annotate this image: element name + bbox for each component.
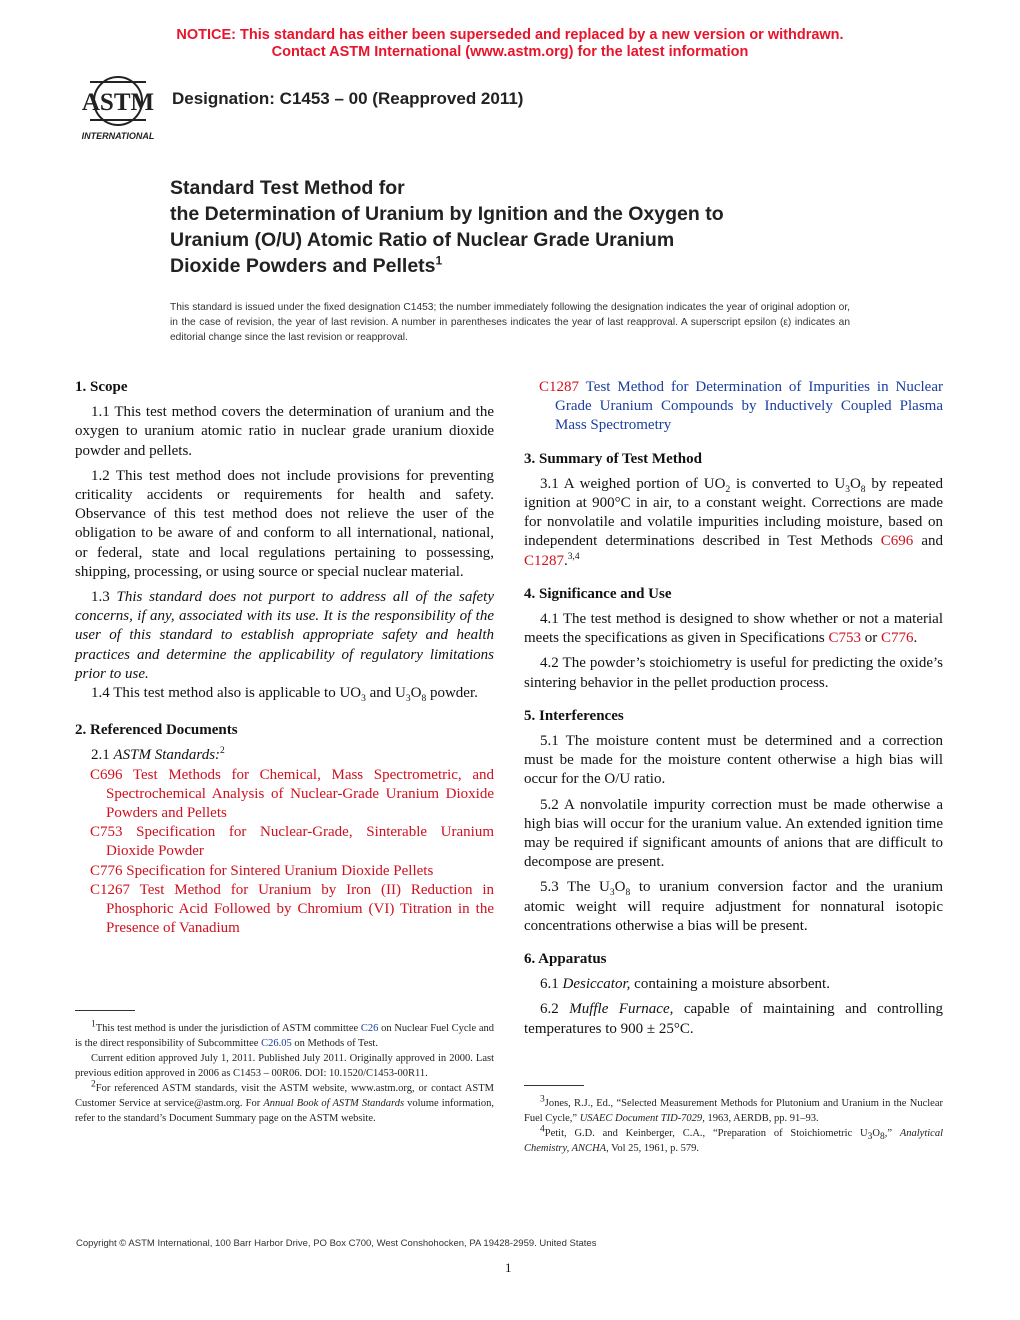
footnote-1-edition: Current edition approved July 1, 2011. Published July 2011. Originally approved in 2000. Last previous edition approved in 2006 as C1453 – 00R06. DOI: 10.1520/C1453-00R11. — [75, 1053, 494, 1079]
significance-4-2: 4.2 The powder’s stoichiometry is useful for predicting the oxide’s sintering behavior in the pellet production process. — [524, 655, 943, 691]
footnote-4-sub1: 3 — [867, 1132, 873, 1143]
copyright: Copyright © ASTM International, 100 Barr Harbor Drive, PO Box C700, West Conshohocken, PA 19428-2959. United States — [76, 1238, 597, 1249]
footnote-4-c: ,” — [884, 1128, 900, 1139]
summary-heading: 3. Summary of Test Method — [524, 450, 702, 467]
reference-c753[interactable] — [90, 823, 494, 861]
apparatus-6-2 — [524, 1000, 943, 1038]
summary-ref-c696[interactable]: C696 — [880, 533, 914, 550]
apparatus-6-1-text: containing a moisture absorbent. — [630, 976, 830, 993]
summary-sub3: 8 — [860, 484, 866, 495]
title-line-3: Uranium (O/U) Atomic Ratio of Nuclear Grade Uranium — [170, 229, 675, 251]
summary-a: 3.1 A weighed portion of UO — [540, 475, 726, 492]
summary-b: is converted to U — [730, 475, 846, 492]
interferences-5-3-a: 5.3 The U — [540, 879, 610, 896]
significance-heading: 4. Significance and Use — [524, 585, 672, 602]
footnote-4-ital: Analytical Chemistry, ANCHA — [524, 1128, 943, 1154]
interferences-5-3-c: to uranium conversion factor and the uranium atomic weight will require adjustment for nonnatural isotopic concentrations otherwise a bias will be present. — [524, 879, 943, 934]
scope-1-4-sub2: 3 — [405, 694, 411, 705]
interferences-heading: 5. Interferences — [524, 707, 624, 724]
footnote-1-b: on Nuclear Fuel Cycle and is the direct responsibility of Subcommittee — [75, 1023, 495, 1049]
apparatus-6-1 — [524, 975, 943, 994]
right-column — [524, 378, 943, 1039]
page-number: 1 — [505, 1260, 512, 1275]
reference-code[interactable]: C1267 — [90, 881, 131, 898]
intro-note: This standard is issued under the fixed designation C1453; the number immediately following the designation indicates the year of original adoption or, in the case of revision, the year of last revision. A number in parentheses indicates the year of last reapproval. A superscript epsilon (ε) indicates an editorial change since the last revision or reapproval. — [170, 302, 850, 343]
summary-c: O — [849, 475, 861, 492]
scope-1-3-text: This standard does not purport to address all of the safety concerns, if any, associated with its use. It is the responsibility of the user of this standard to establish appropriate safety and health practices and determine the applicability of regulatory limitations prior to use. — [75, 589, 495, 682]
footnote-3 — [524, 1096, 943, 1126]
scope-heading: 1. Scope — [75, 379, 128, 395]
footnote-1-a: This test method is under the jurisdiction of ASTM committee — [95, 1023, 361, 1034]
scope-1-2: 1.2 This test method does not include provisions for preventing criticality accidents or requirements for health and safety. Observance of this test method does not relieve the user of the obligation to be aware of and conform to all international, national, or federal, state and local regulations pertaining to possessing, shipping, processing, or using source or special nuclear material. — [75, 467, 494, 580]
referenced-heading: 2. Referenced Documents — [75, 722, 238, 739]
footnote-3-a: Jones, R.J., Ed., “Selected Measurement Methods for Plutonium and Uranium in the Nuclear Fuel Cycle,” — [524, 1098, 943, 1124]
reference-code[interactable]: C776 — [90, 862, 123, 879]
apparatus-6-2-label: Muffle Furnace, — [569, 1001, 674, 1018]
reference-c696[interactable] — [90, 766, 494, 824]
apparatus-6-1-label: Desiccator, — [562, 976, 631, 993]
summary-footnote-mark: 3,4 — [567, 551, 580, 562]
committee-link[interactable]: C26 — [360, 1023, 379, 1034]
footnote-1 — [75, 1021, 494, 1051]
reference-c1267[interactable] — [90, 881, 494, 939]
summary-e: and — [913, 533, 943, 550]
significance-c: . — [913, 630, 918, 647]
scope-1-4-a: 1.4 This test method also is applicable to UO — [91, 685, 362, 702]
footnote-4-d: , Vol 25, 1961, p. 579. — [606, 1143, 700, 1154]
apparatus-heading: 6. Apparatus — [524, 951, 607, 968]
footnote-2 — [75, 1081, 494, 1126]
title-line-2: the Determination of Uranium by Ignition and the Oxygen to — [170, 203, 724, 225]
reference-title[interactable]: Test Method for Determination of Impurities in Nuclear Grade Uranium Compounds by Inductively Coupled Plasma Mass Spectrometry — [555, 379, 943, 434]
interferences-5-1: 5.1 The moisture content must be determined and a correction must be made for the moisture content otherwise a high bias will occur for the O/U ratio. — [524, 733, 943, 788]
interferences-5-3-sub1: 3 — [609, 888, 615, 899]
summary-sub1: 2 — [725, 484, 731, 495]
scope-1-4-b: and U — [365, 685, 406, 702]
scope-1-3-num: 1.3 — [91, 589, 110, 606]
footnote-1-mark: 1 — [91, 1019, 96, 1030]
logo-text: ASTM — [81, 89, 155, 116]
scope-1-4-sub3: 8 — [421, 694, 427, 705]
footnotes-left — [75, 1021, 494, 1126]
subcommittee-link[interactable]: C26.05 — [261, 1038, 292, 1049]
significance-a: 4.1 The test method is designed to show whether or not a material meets the specifications as given in Specifications — [524, 611, 943, 647]
notice-line-1: NOTICE: This standard has either been superseded and replaced by a new version or withdrawn. — [176, 27, 844, 43]
scope-1-4-d: powder. — [426, 685, 478, 702]
significance-ref-c753[interactable]: C753 — [828, 630, 862, 647]
astm-standards-line — [75, 746, 494, 765]
logo-caption: INTERNATIONAL — [81, 131, 155, 141]
reference-code[interactable]: C696 — [90, 766, 123, 783]
footnote-2-ital: Annual Book of ASTM Standards — [263, 1098, 405, 1109]
summary-d: by repeated ignition at 900°C in air, to a constant weight. Corrections are made for nonvolatile and volatile impurities including moisture, based on independent determinations described in Test Methods — [524, 475, 944, 550]
footnote-3-ital: USAEC Document TID-7029 — [579, 1113, 703, 1124]
title-line-1: Standard Test Method for — [170, 177, 405, 199]
notice-line-2: Contact ASTM International (www.astm.org) for the latest information — [271, 44, 749, 60]
page-title — [170, 175, 890, 279]
astm-logo — [76, 74, 160, 144]
summary-sub2: 3 — [845, 484, 850, 495]
interferences-5-3 — [524, 878, 943, 936]
summary-ref-c1287[interactable]: C1287 — [524, 552, 565, 569]
title-line-4: Dioxide Powders and Pellets — [170, 255, 436, 277]
scope-1-4 — [75, 684, 494, 703]
footnote-4-sub2: 8 — [879, 1132, 885, 1143]
standards-mark: 2 — [220, 746, 225, 757]
reference-title[interactable]: Test Methods for Chemical, Mass Spectrometric, and Spectrochemical Analysis of Nuclear-Grade Uranium Dioxide Powders and Pellets — [106, 766, 494, 822]
title-footnote-mark: 1 — [435, 253, 443, 268]
footnote-2-a: For referenced ASTM standards, visit the ASTM website, www.astm.org, or contact ASTM Customer Service at service@astm.org. For — [75, 1083, 494, 1109]
reference-code[interactable]: C753 — [90, 824, 123, 841]
apparatus-6-2-num: 6.2 — [540, 1001, 559, 1018]
footnote-3-b: , 1963, AERDB, pp. 91–93. — [702, 1113, 819, 1124]
left-column — [75, 378, 494, 938]
reference-title[interactable]: Specification for Sintered Uranium Dioxide Pellets — [122, 862, 434, 879]
reference-list-continued — [524, 378, 943, 436]
designation: Designation: C1453 – 00 (Reapproved 2011) — [172, 89, 524, 108]
scope-1-3 — [75, 588, 494, 684]
reference-title[interactable]: Test Method for Uranium by Iron (II) Reduction in Phosphoric Acid Followed by Chromium (VI) Titration in the Presence of Vanadium — [106, 881, 494, 937]
footnote-4-b: O — [872, 1128, 880, 1139]
footnote-1-c: on Methods of Test. — [291, 1038, 378, 1049]
footnote-divider-right — [524, 1085, 584, 1086]
footnote-4 — [524, 1126, 943, 1156]
footnote-3-mark: 3 — [540, 1094, 545, 1105]
apparatus-6-2-text: capable of maintaining and controlling temperatures to 900 ± 25°C. — [524, 1001, 944, 1037]
reference-code[interactable]: C1287 — [539, 379, 580, 395]
footnote-4-a: Petit, G.D. and Keinberger, C.A., “Preparation of Stoichiometric U — [544, 1128, 868, 1139]
summary-f: . — [564, 552, 568, 569]
scope-1-4-c: O — [410, 685, 422, 702]
footnote-4-mark: 4 — [540, 1124, 545, 1135]
significance-4-1 — [524, 610, 943, 648]
reference-c1287[interactable] — [539, 378, 943, 436]
standards-num: 2.1 — [91, 747, 110, 764]
apparatus-6-1-num: 6.1 — [540, 976, 559, 993]
interferences-5-3-sub2: 8 — [625, 888, 631, 899]
footnote-divider-left — [75, 1010, 135, 1011]
significance-ref-c776[interactable]: C776 — [881, 630, 914, 647]
footnotes-right — [524, 1096, 943, 1156]
significance-b: or — [861, 630, 882, 647]
scope-1-1: 1.1 This test method covers the determination of uranium and the oxygen to uranium atomic ratio in nuclear grade uranium dioxide powder and pellets. — [75, 404, 494, 459]
reference-title[interactable]: Specification for Nuclear-Grade, Sinterable Uranium Dioxide Powder — [106, 824, 494, 860]
interferences-5-2: 5.2 A nonvolatile impurity correction must be made otherwise a high bias will occur for the uranium value. An extended ignition time may be required if significant amounts of anions that are difficult to decompose are present. — [524, 796, 943, 871]
scope-1-4-sub1: 3 — [361, 694, 366, 705]
footnote-2-mark: 2 — [91, 1079, 96, 1090]
summary-3-1 — [524, 475, 943, 571]
footnote-2-b: volume information, refer to the standard’s Document Summary page on the ASTM website. — [75, 1098, 494, 1124]
reference-c776[interactable] — [90, 862, 494, 881]
standards-label: ASTM Standards: — [113, 747, 221, 764]
reference-list — [75, 766, 494, 939]
interferences-5-3-b: O — [614, 879, 626, 896]
